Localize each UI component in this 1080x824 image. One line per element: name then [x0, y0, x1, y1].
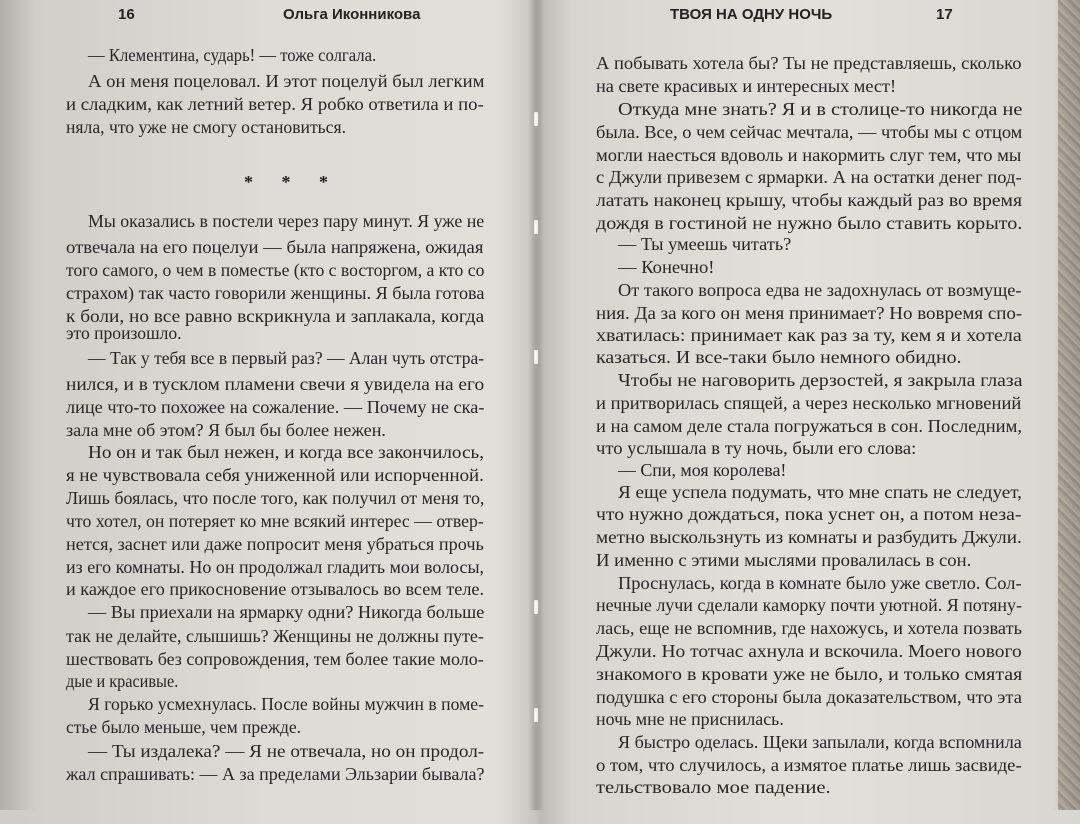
text-line: — Ты издалека? — Я не отвечала, но он продол- — [88, 741, 485, 761]
running-head-author: Ольга Иконникова — [283, 6, 421, 23]
text-line: Но он и так был нежен, и когда все закончилось, — [88, 442, 485, 462]
text-line: А побывать хотела бы? Ты не представляешь, сколько — [596, 53, 1022, 73]
text-line: ния. Да за кого он меня принимает? Но вовремя спо- — [596, 303, 1023, 323]
text-line: и сладким, как летний ветер. Я робко ответила и по- — [66, 94, 484, 114]
text-line: знакомого в кровати уже не было, и только смятая — [596, 664, 1023, 684]
running-head-title: ТВОЯ НА ОДНУ НОЧЬ — [670, 6, 833, 23]
text-line: стье было меньше, чем прежде. — [66, 717, 301, 737]
text-line: латать наконец крышу, чтобы каждый раз во время — [596, 190, 1023, 210]
right-page — [540, 0, 1080, 810]
page-number: 16 — [118, 6, 135, 23]
text-line: и на самом деле стала погружаться в сон. Последним, — [596, 416, 1022, 436]
text-line: — Вы приехали на ярмарку одни? Никогда больше — [88, 602, 485, 622]
text-line: и притворилась спящей, а через несколько мгновений — [596, 393, 1022, 413]
text-line: Откуда мне знать? Я и в столице-то никогда не — [618, 99, 1023, 119]
text-line: нется, заснет или даже попросит меня убраться прочь — [66, 534, 484, 554]
text-line: зала мне об этом? Я был бы более нежен. — [66, 420, 386, 440]
text-line: Я еще успела подумать, что мне спать не следует, — [618, 482, 1022, 502]
text-line: о том, что случилось, а измятое платье лишь засвиде- — [596, 755, 1022, 775]
text-line: была. Все, о чем сейчас мечтала, — чтобы мы с отцом — [596, 122, 1023, 142]
text-line: — Ты умеешь читать? — [618, 234, 792, 254]
text-line: няла, что уже не смогу остановиться. — [66, 117, 347, 137]
text-line: и каждое его прикосновение отзывалось во всем теле. — [66, 579, 485, 599]
text-line: на свете красивых и интересных мест! — [596, 76, 897, 96]
text-line: — Конечно! — [618, 257, 715, 277]
text-line: — Так у тебя все в первый раз? — Алан чуть отстра- — [88, 348, 485, 368]
text-line: От такого вопроса едва не задохнулась от возмуще- — [618, 280, 1022, 300]
text-line: Лишь боялась, что после того, как получил от меня то, — [66, 488, 485, 508]
text-line: Проснулась, когда в комнате было уже светло. Сол- — [618, 573, 1022, 593]
text-line: Я горько усмехнулась. После войны мужчин в поме- — [88, 694, 485, 714]
text-line: Джули. Но тотчас ахнула и вскочила. Моего нового — [596, 641, 1022, 661]
text-line: что нужно дождаться, пока уснет он, а потом неза- — [596, 504, 1022, 524]
text-line: тельствовало мое падение. — [596, 777, 831, 797]
text-line: я не чувствовала себя униженной или испорченной. — [66, 465, 484, 485]
left-page — [0, 0, 536, 810]
text-line: из его комнаты. Но он продолжал гладить мои волосы, — [66, 557, 485, 577]
text-line: того самого, о чем в поместье (кто с восторгом, а кто со — [66, 260, 485, 280]
text-line: хватилась: принимает как раз за ту, кем я и хотела — [596, 325, 1022, 345]
text-line: А он меня поцеловал. И этот поцелуй был легким — [88, 71, 485, 91]
text-line: метно выскользнуть из комнаты и разбудить Джули. — [596, 527, 1022, 547]
text-line: Я быстро оделась. Щеки запылали, когда вспомнила — [618, 732, 1022, 752]
text-line: могли наесться вдоволь и накормить слуг тем, что мы — [596, 145, 1022, 165]
text-line: дождя в гостиной не нужно было ставить корыто. — [596, 213, 1023, 233]
text-line: с Джули привезем с ярмарки. А на остатки денег под- — [596, 167, 1022, 187]
text-line: что услышала в ту ночь, были его слова: — [596, 438, 917, 458]
text-line: к боли, но все равно вскрикнула и заплакала, когда — [66, 306, 485, 326]
text-line: отвечала на его поцелуи — была напряжена, ожидая — [66, 237, 484, 257]
text-line: Мы оказались в постели через пару минут. Я уже не — [88, 211, 485, 231]
text-line: лась, еще не вспомнив, где нахожусь, и хотела позвать — [596, 618, 1023, 638]
text-line: ночь мне не приснилась. — [596, 709, 784, 729]
text-line: казаться. И все-таки было немного обидно. — [596, 347, 962, 367]
text-line: нечные лучи сделали каморку почти уютной. Я потяну- — [596, 595, 1022, 615]
text-line: лице что-то похожее на сожаление. — Почему не ска- — [66, 397, 485, 417]
text-line: — Спи, моя королева! — [618, 460, 787, 480]
text-line: подушка с его стороны была доказательством, что эта — [596, 687, 1022, 707]
text-line: нился, и в тусклом пламени свечи я увидела на его — [66, 374, 485, 394]
text-line: это произошло. — [66, 323, 182, 343]
text-line: жал спрашивать: — А за пределами Эльзарии бывала? — [66, 764, 485, 784]
text-line: Чтобы не наговорить дерзостей, я закрыла глаза — [618, 370, 1023, 390]
text-line: — Клементина, сударь! — тоже солгала. — [88, 45, 377, 65]
text-line: так не делайте, слышишь? Женщины не должны путе- — [66, 626, 484, 646]
text-line: что хотел, он потеряет ко мне всякий интерес — отвер- — [66, 511, 484, 531]
text-line: И именно с этими мыслями провалилась в сон. — [596, 550, 972, 570]
page-number: 17 — [936, 6, 953, 23]
text-line: шествовать без сопровождения, тем более такие моло- — [66, 649, 484, 669]
text-line: страхом) так часто говорили женщины. Я была готова — [66, 283, 485, 303]
scene-break: * * * — [244, 172, 340, 192]
text-line: дые и красивые. — [66, 671, 179, 691]
